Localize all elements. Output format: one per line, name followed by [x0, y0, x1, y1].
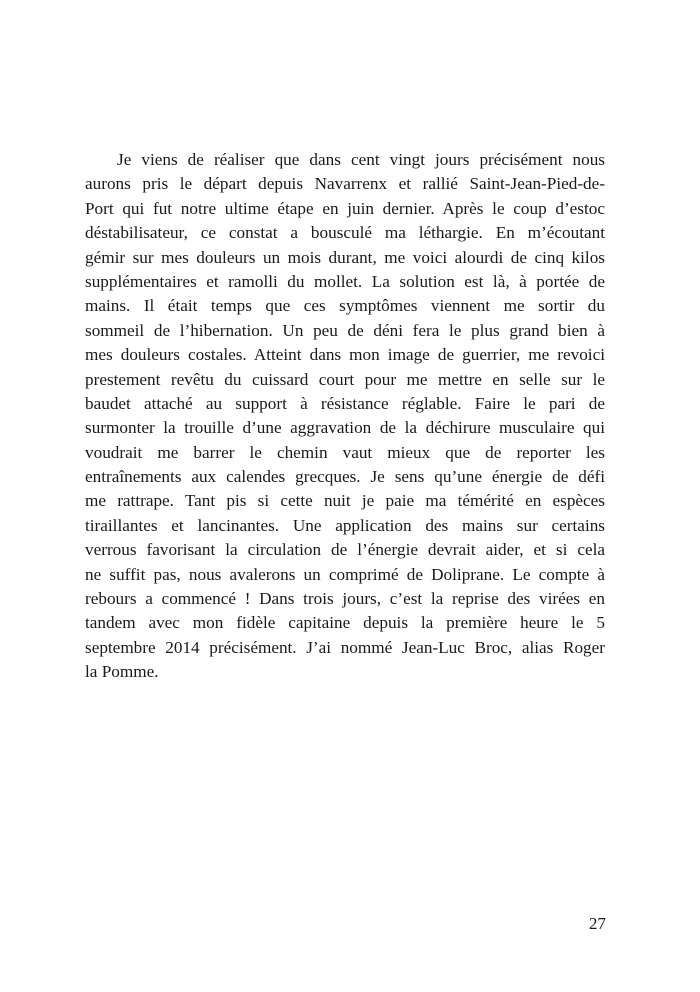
page-number: 27 — [588, 914, 606, 933]
text-line: ne suffit pas, nous avalerons un comprimé de Doliprane. Le compte à — [85, 564, 605, 584]
text-line: aurons pris le départ depuis Navarrenx et rallié Saint-Jean-Pied-de- — [85, 174, 605, 194]
body-paragraph — [85, 148, 605, 685]
text-line: rebours a commencé ! Dans trois jours, c’est la reprise des virées en — [85, 589, 605, 609]
text-line: septembre 2014 précisément. J’ai nommé Jean-Luc Broc, alias Roger — [85, 637, 605, 657]
text-line: surmonter la trouille d’une aggravation de la déchirure musculaire qui — [85, 418, 605, 438]
text-line: baudet attaché au support à résistance réglable. Faire le pari de — [85, 393, 605, 413]
text-line: Je viens de réaliser que dans cent vingt jours précisément nous — [117, 150, 605, 169]
text-line: la Pomme. — [85, 662, 159, 682]
text-line: tandem avec mon fidèle capitaine depuis la première heure le 5 — [85, 613, 605, 633]
text-line: Port qui fut notre ultime étape en juin dernier. Après le coup d’estoc — [85, 198, 605, 218]
text-line: sommeil de l’hibernation. Un peu de déni fera le plus grand bien à — [85, 320, 605, 340]
text-line: mes douleurs costales. Atteint dans mon image de guerrier, me revoici — [85, 345, 605, 365]
text-line: mains. Il était temps que ces symptômes viennent me sortir du — [85, 296, 605, 316]
text-line: prestement revêtu du cuissard court pour me mettre en selle sur le — [85, 369, 605, 389]
text-line: supplémentaires et ramolli du mollet. La solution est là, à portée de — [85, 271, 605, 291]
text-line: me rattrape. Tant pis si cette nuit je paie ma témérité en espèces — [85, 491, 605, 511]
text-line: voudrait me barrer le chemin vaut mieux que de reporter les — [85, 442, 605, 462]
text-line: verrous favorisant la circulation de l’énergie devrait aider, et si cela — [85, 540, 605, 560]
text-line: déstabilisateur, ce constat a bousculé ma léthargie. En m’écoutant — [85, 223, 605, 243]
text-line: entraînements aux calendes grecques. Je sens qu’une énergie de défi — [85, 467, 605, 487]
text-line: gémir sur mes douleurs un mois durant, me voici alourdi de cinq kilos — [85, 247, 605, 267]
text-line: tiraillantes et lancinantes. Une application des mains sur certains — [85, 515, 605, 535]
